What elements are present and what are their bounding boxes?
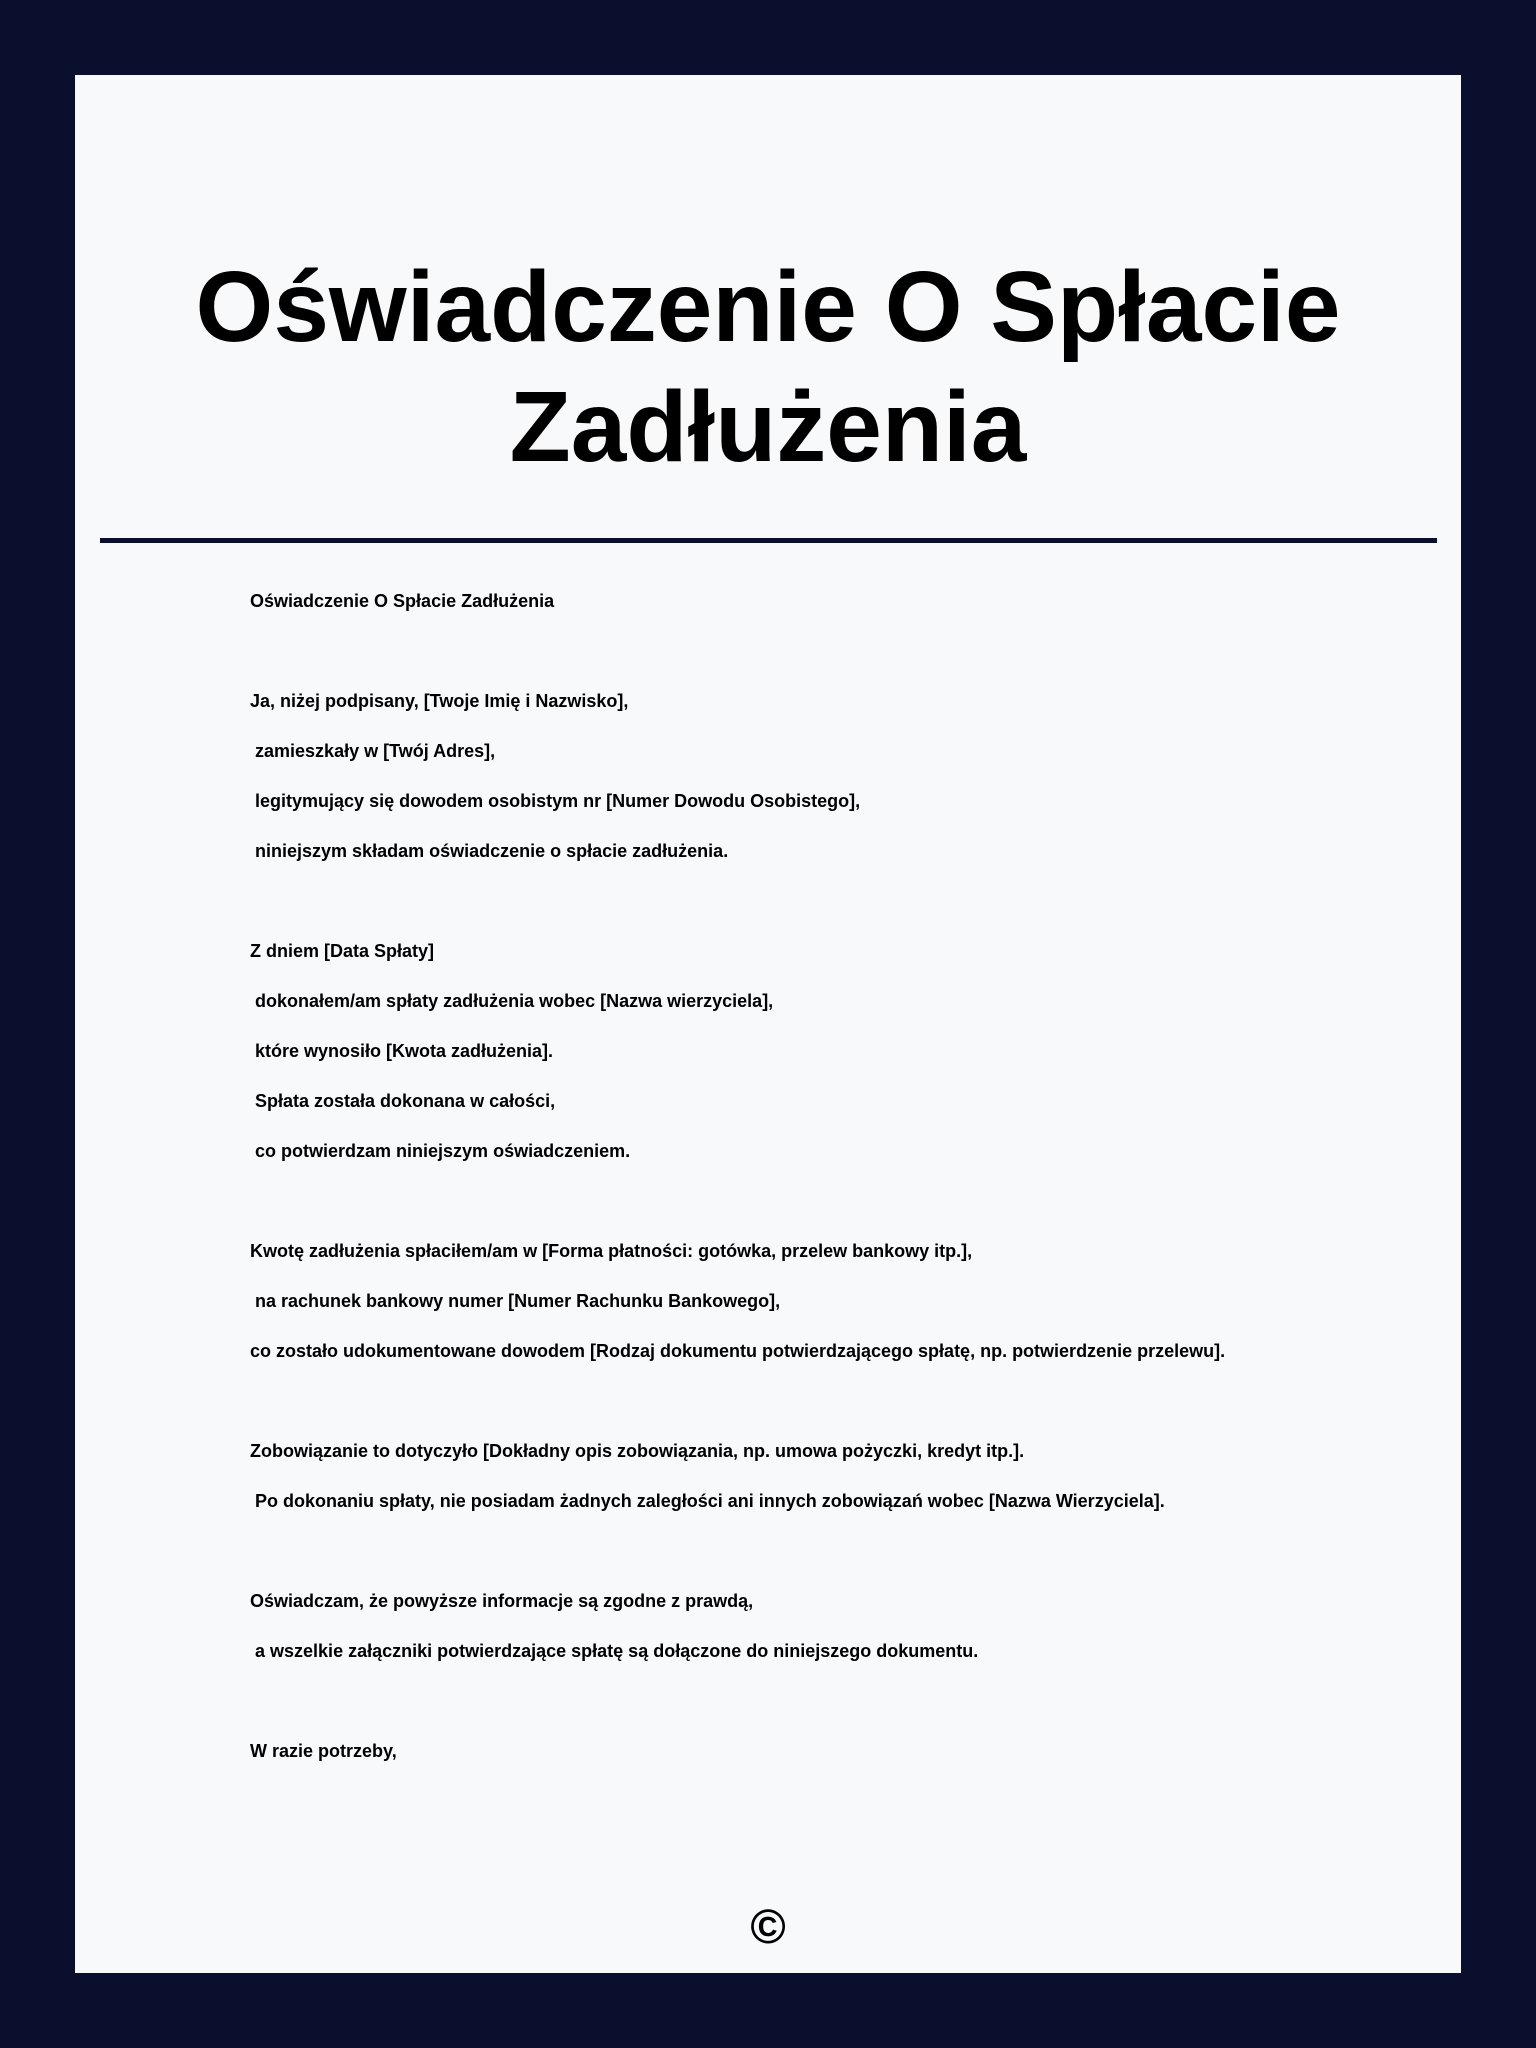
body-line: W razie potrzeby,	[250, 1741, 397, 1761]
body-line: Spłata została dokonana w całości,	[250, 1091, 556, 1111]
paragraph-spacer	[250, 889, 1290, 914]
document-page	[75, 75, 1461, 1973]
paragraph-spacer	[250, 1189, 1290, 1214]
body-line: Ja, niżej podpisany, [Twoje Imię i Nazwisko],	[250, 691, 629, 711]
paragraph-spacer	[250, 1539, 1290, 1564]
body-line: co potwierdzam niniejszym oświadczeniem.	[250, 1141, 631, 1161]
paragraph-spacer	[250, 1689, 1290, 1714]
body-line: Zobowiązanie to dotyczyło [Dokładny opis zobowiązania, np. umowa pożyczki, kredyt itp.].	[250, 1441, 1025, 1461]
body-line: które wynosiło [Kwota zadłużenia].	[250, 1041, 554, 1061]
document-body	[250, 589, 1290, 1789]
body-line: a wszelkie załączniki potwierdzające spłatę są dołączone do niniejszego dokumentu.	[250, 1641, 979, 1661]
paragraph-spacer	[250, 1389, 1290, 1414]
body-line: na rachunek bankowy numer [Numer Rachunku Bankowego],	[250, 1291, 781, 1311]
body-line: Kwotę zadłużenia spłaciłem/am w [Forma płatności: gotówka, przelew bankowy itp.],	[250, 1241, 973, 1261]
title-divider	[100, 538, 1437, 543]
body-line: zamieszkały w [Twój Adres],	[250, 741, 496, 761]
body-heading: Oświadczenie O Spłacie Zadłużenia	[250, 591, 555, 611]
body-line: Po dokonaniu spłaty, nie posiadam żadnych zaległości ani innych zobowiązań wobec [Nazwa Wierzyciela].	[250, 1491, 1165, 1511]
body-line: niniejszym składam oświadczenie o spłacie zadłużenia.	[250, 841, 729, 861]
body-line: Z dniem [Data Spłaty]	[250, 941, 435, 961]
body-line: legitymujący się dowodem osobistym nr [Numer Dowodu Osobistego],	[250, 791, 861, 811]
body-line: dokonałem/am spłaty zadłużenia wobec [Nazwa wierzyciela],	[250, 991, 774, 1011]
page-title: Oświadczenie O Spłacie Zadłużenia	[195, 251, 1341, 483]
copyright-icon: ©	[750, 1901, 786, 1954]
paragraph-spacer	[250, 639, 1290, 664]
body-line: co zostało udokumentowane dowodem [Rodzaj dokumentu potwierdzającego spłatę, np. potwierdzenie przelewu].	[250, 1341, 1226, 1361]
body-line: Oświadczam, że powyższe informacje są zgodne z prawdą,	[250, 1591, 754, 1611]
